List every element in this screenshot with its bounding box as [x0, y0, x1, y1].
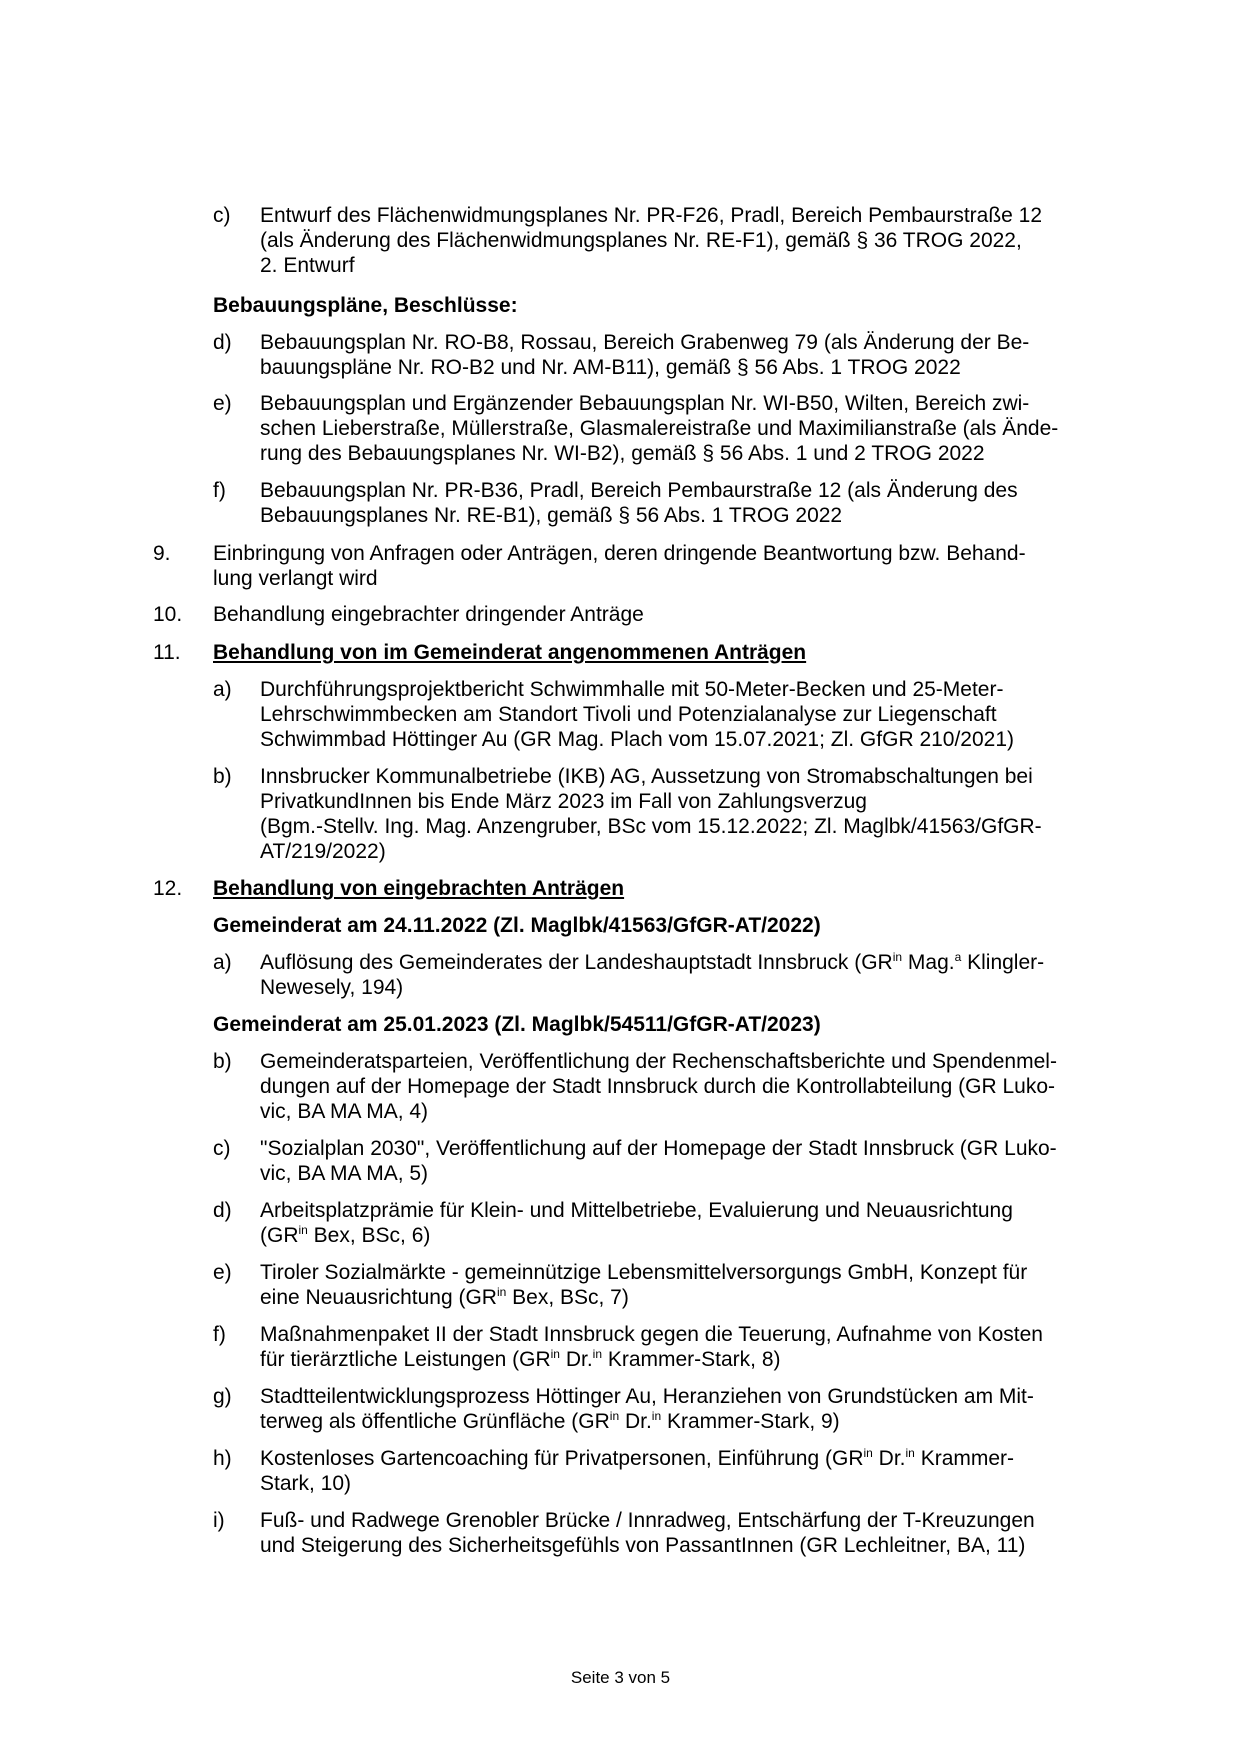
- item-text: Maßnahmenpaket II der Stadt Innsbruck gegen die Teuerung, Aufnahme von Kosten für tierärztliche Leistungen ($GR^{in}$ Dr.$^{in}$ Krammer-Stark, 8): [260, 1323, 1043, 1371]
- item-text: Fuß- und Radwege Grenobler Brücke / Innradweg, Entschärfung der T-Kreuzungen und Steigerung des Sicherheitsgefühls von PassantInnen (GR Lechleitner, BA, 11): [260, 1509, 1035, 1557]
- item-label: d): [213, 1199, 232, 1222]
- item-label: f): [213, 1323, 226, 1346]
- item-label: e): [213, 392, 232, 415]
- item-text: Durchführungsprojektbericht Schwimmhalle mit 50-Meter-Becken und 25-Meter- Lehrschwimmbecken am Standort Tivoli und Potenzialanalyse zur Liegenschaft Schwimmbad Höttinger Au (GR Mag. Plach vom 15.07.2021; Zl. GfGR 210/2021): [260, 678, 1015, 751]
- item-label: b): [213, 765, 232, 788]
- item-text: Behandlung eingebrachter dringender Anträge: [213, 603, 644, 626]
- item-label: e): [213, 1261, 232, 1284]
- item-text: Kostenloses Gartencoaching für Privatpersonen, Einführung ($GR^{in}$ Dr.$^{in}$ Krammer- Stark, 10): [260, 1446, 1015, 1495]
- item-number: 9.: [153, 542, 171, 565]
- item-label: f): [213, 479, 226, 502]
- item-heading: Behandlung von im Gemeinderat angenommenen Anträgen: [213, 641, 807, 664]
- item-label: c): [213, 204, 231, 227]
- item-text: Stadtteilentwicklungsprozess Höttinger Au, Heranziehen von Grundstücken am Mit- terweg als öffentliche Grünfläche ($GR^{in}$ Dr.$^{in}$ Krammer-Stark, 9): [260, 1385, 1034, 1433]
- item-number: 12.: [153, 877, 183, 900]
- item-heading: Behandlung von eingebrachten Anträgen: [213, 877, 625, 900]
- item-label: a): [213, 951, 232, 974]
- item-number: 10.: [153, 603, 183, 626]
- item-label: i): [213, 1509, 225, 1532]
- item-text: Einbringung von Anfragen oder Anträgen, deren dringende Beantwortung bzw. Behand- lung verlangt wird: [213, 542, 1026, 590]
- item-text: Innsbrucker Kommunalbetriebe (IKB) AG, Aussetzung von Stromabschaltungen bei PrivatkundInnen bis Ende März 2023 im Fall von Zahlungsverzug (Bgm.-Stellv. Ing. Mag. Anzengruber, BSc vom 15.12.2022; Zl. Maglbk/41563/GfGR- AT/219/2022): [260, 765, 1042, 863]
- section-heading-gemeinderat-2022: Gemeinderat am 24.11.2022 (Zl. Maglbk/41563/GfGR-AT/2022): [213, 914, 821, 937]
- item-text: Bebauungsplan und Ergänzender Bebauungsplan Nr. WI-B50, Wilten, Bereich zwi- schen Lieberstraße, Müllerstraße, Glasmalereistraße und Maximilianstraße (als Ände- rung des Bebauungsplanes Nr. WI-B2), gemäß § 56 Abs. 1 und 2 TROG 2022: [260, 392, 1059, 465]
- section-heading-bebauungsplaene: Bebauungspläne, Beschlüsse:: [213, 294, 518, 317]
- item-number: 11.: [153, 641, 181, 664]
- item-text: Tiroler Sozialmärkte - gemeinnützige Lebensmittelversorgungs GmbH, Konzept für eine Neuausrichtung ($GR^{in}$ Bex, BSc, 7): [260, 1261, 1028, 1309]
- item-label: d): [213, 331, 232, 354]
- section-heading-gemeinderat-2023: Gemeinderat am 25.01.2023 (Zl. Maglbk/54511/GfGR-AT/2023): [213, 1013, 821, 1036]
- item-text: Auflösung des Gemeinderates der Landeshauptstadt Innsbruck ($GR^{in}$ Mag.$^a$ Klingler- Newesely, 194): [260, 950, 1045, 999]
- item-label: g): [213, 1385, 232, 1408]
- item-text: Bebauungsplan Nr. PR-B36, Pradl, Bereich Pembaurstraße 12 (als Änderung des Bebauungsplanes Nr. RE-B1), gemäß § 56 Abs. 1 TROG 2022: [260, 479, 1018, 527]
- item-label: h): [213, 1447, 232, 1470]
- item-text: Gemeinderatsparteien, Veröffentlichung der Rechenschaftsberichte und Spendenmel- dungen auf der Homepage der Stadt Innsbruck durch die Kontrollabteilung (GR Luko- vic, BA MA MA, 4): [260, 1050, 1057, 1123]
- item-label: c): [213, 1137, 231, 1160]
- item-text: Arbeitsplatzprämie für Klein- und Mittelbetriebe, Evaluierung und Neuausrichtung ($GR^{in}$ Bex, BSc, 6): [260, 1199, 1013, 1247]
- page-footer: Seite 3 von 5: [570, 1668, 671, 1687]
- item-label: a): [213, 678, 232, 701]
- item-text: Bebauungsplan Nr. RO-B8, Rossau, Bereich Grabenweg 79 (als Änderung der Be- bauungspläne Nr. RO-B2 und Nr. AM-B11), gemäß § 56 Abs. 1 TROG 2022: [260, 331, 1030, 379]
- item-text: Entwurf des Flächenwidmungsplanes Nr. PR-F26, Pradl, Bereich Pembaurstraße 12 (als Änderung des Flächenwidmungsplanes Nr. RE-F1), gemäß § 36 TROG 2022, 2. Entwurf: [260, 204, 1043, 277]
- item-text: "Sozialplan 2030", Veröffentlichung auf der Homepage der Stadt Innsbruck (GR Luko- vic, BA MA MA, 5): [260, 1137, 1057, 1185]
- item-label: b): [213, 1050, 232, 1073]
